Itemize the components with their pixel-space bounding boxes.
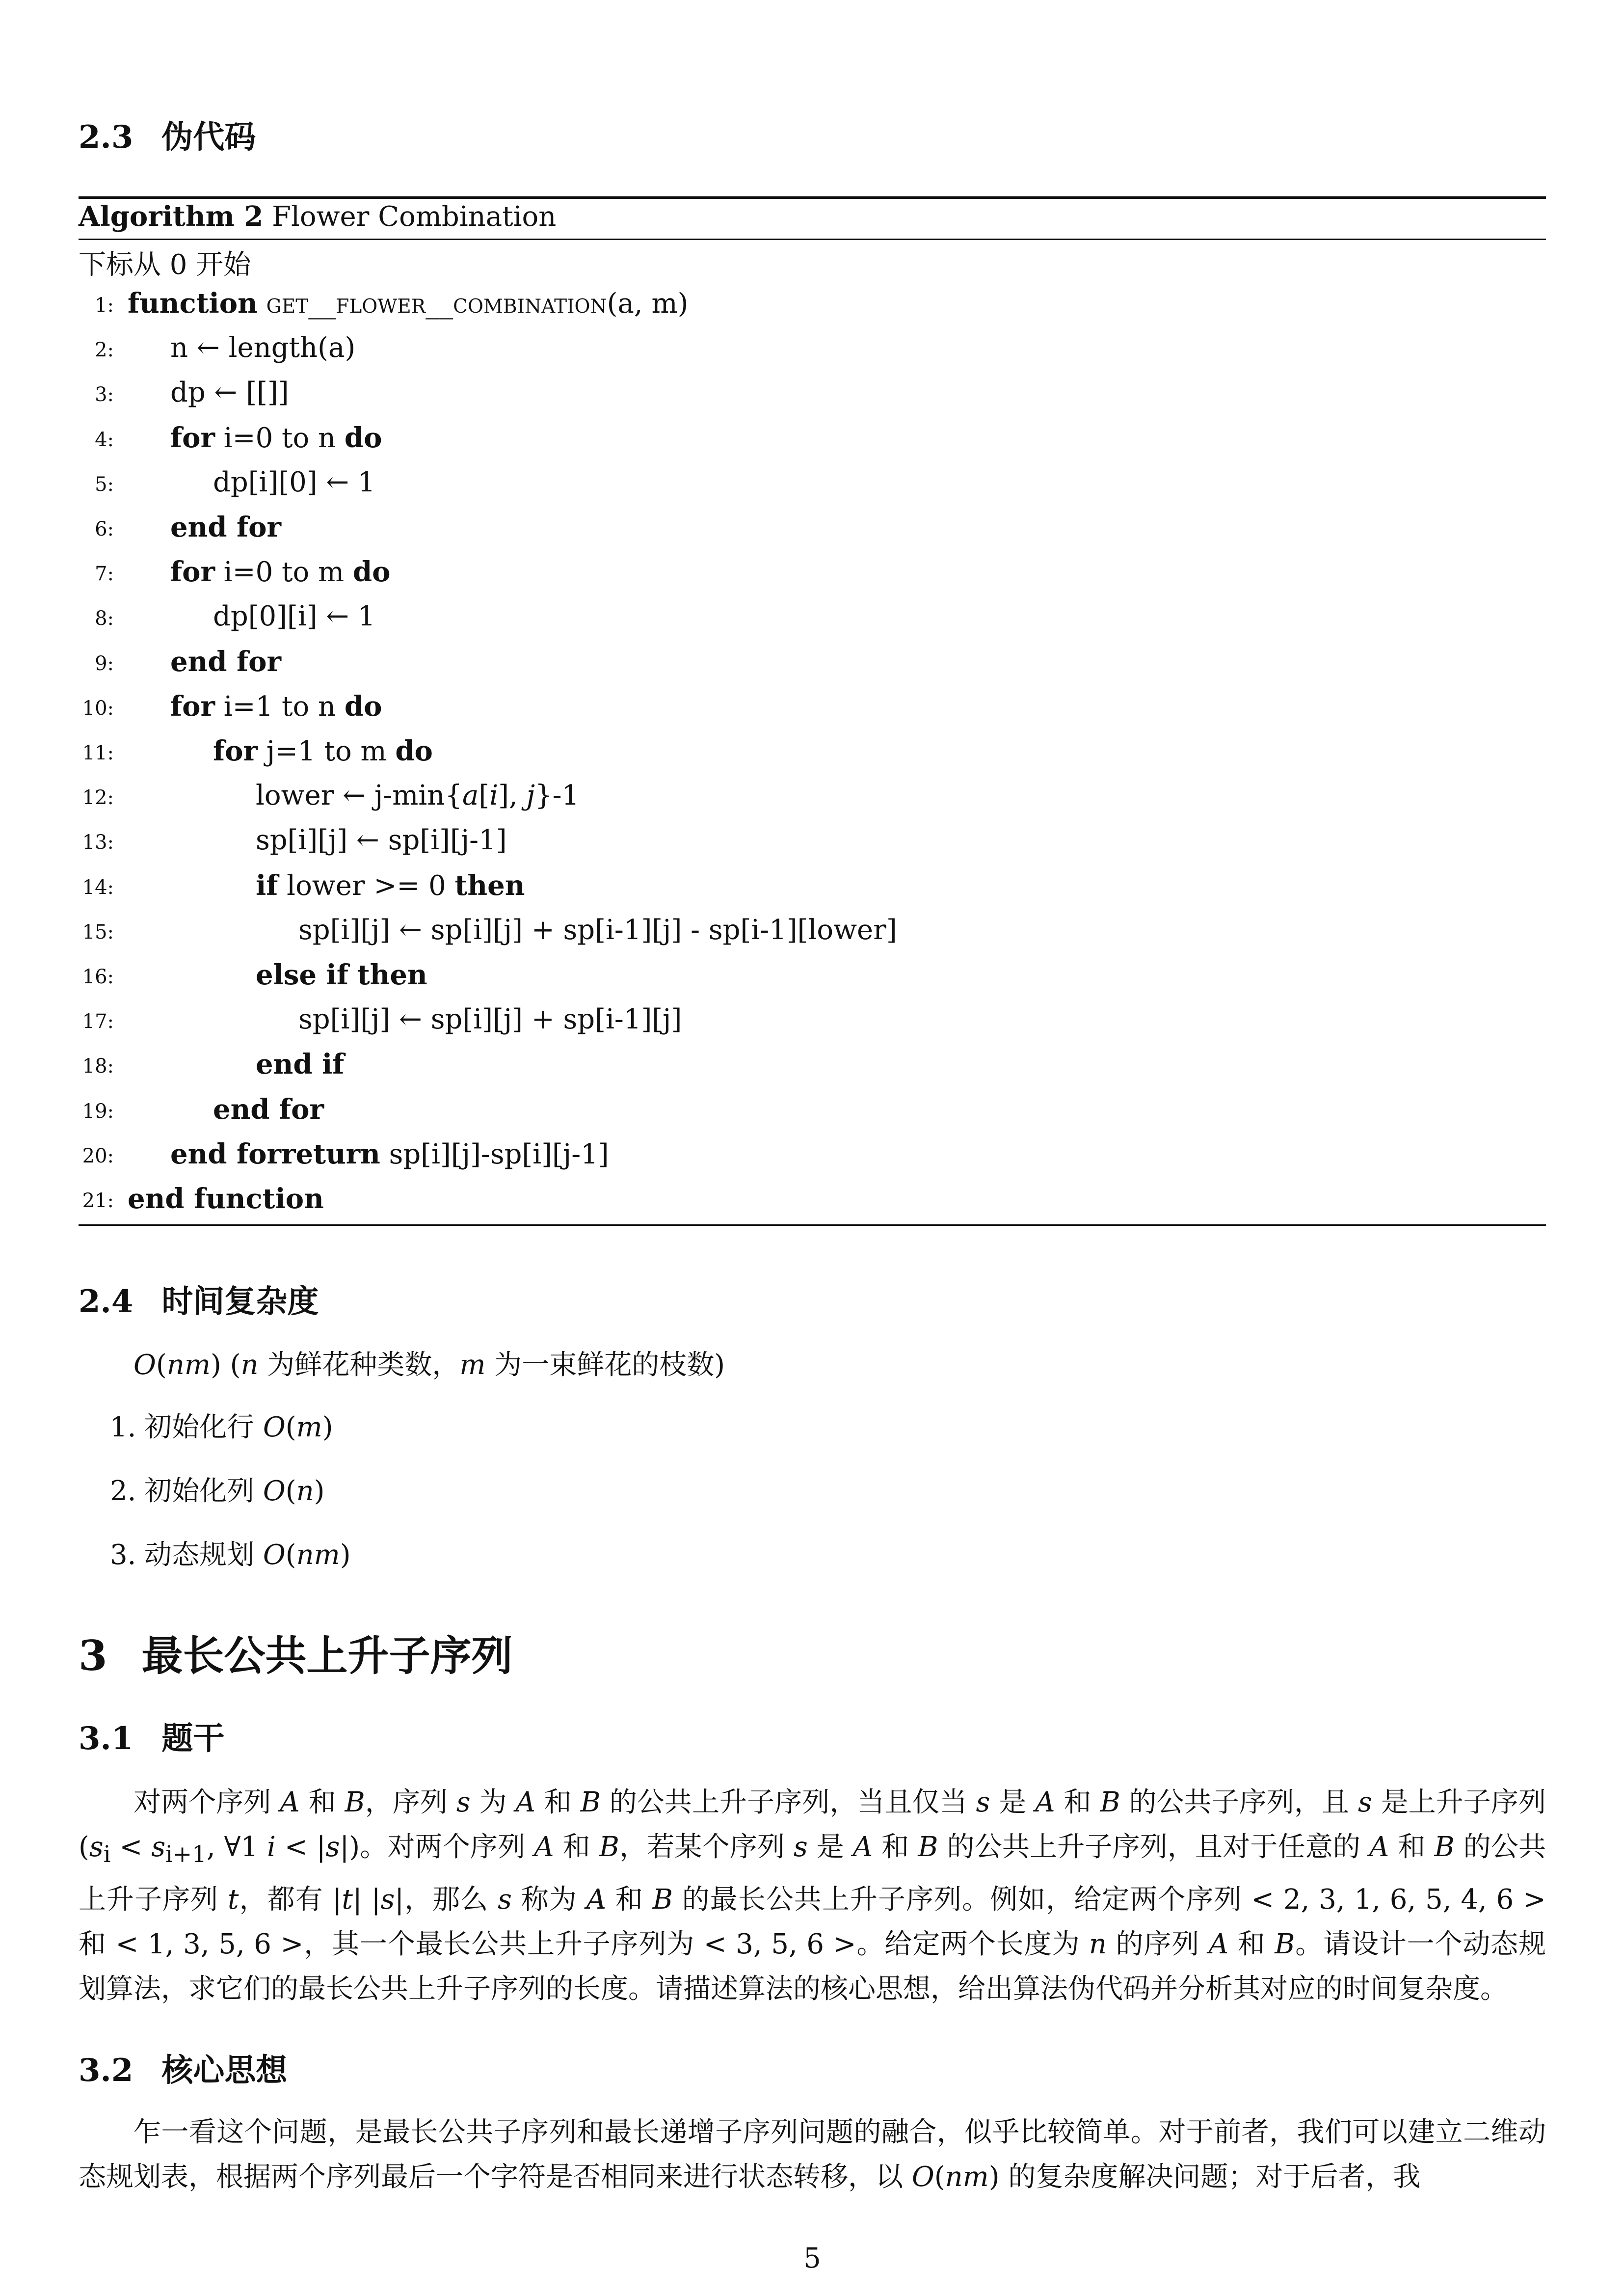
algorithm-line	[79, 1048, 1546, 1087]
line-code	[213, 735, 433, 767]
text-run: ，若某个序列	[619, 1831, 794, 1863]
text-run: 和	[1055, 1786, 1100, 1818]
text-run: , ∀1	[206, 1831, 267, 1863]
complexity-summary	[133, 1343, 725, 1382]
math-symbol: m	[296, 1411, 322, 1443]
text-run: 是上升子序列 (	[79, 1786, 1546, 1863]
line-number: 21:	[82, 1189, 114, 1212]
math-symbol: s	[325, 1831, 340, 1863]
line-number: 5:	[95, 473, 114, 496]
algorithm-line	[79, 824, 1546, 864]
line-code	[256, 824, 507, 856]
text-run: 动态规划	[144, 1539, 263, 1571]
math-symbol: O	[263, 1475, 286, 1507]
math-symbol: s	[151, 1831, 166, 1863]
text-run: 和	[606, 1884, 653, 1916]
text-run: 为	[470, 1786, 516, 1818]
math-symbol: t	[228, 1884, 239, 1916]
math-symbol: s	[1357, 1786, 1372, 1818]
text-run: ) 的复杂度解决问题；对于后者，我	[988, 2161, 1421, 2193]
math-symbol: O	[263, 1539, 286, 1571]
algorithm-line	[79, 959, 1546, 998]
line-number: 8:	[95, 607, 114, 630]
keyword: end for	[170, 645, 281, 678]
text-run: lower >= 0	[278, 869, 455, 902]
math-symbol: m	[459, 1349, 486, 1381]
text-run: 称为	[511, 1884, 586, 1916]
keyword: end function	[128, 1183, 324, 1215]
math-symbol: B	[918, 1831, 938, 1863]
text-run: (	[934, 2161, 945, 2193]
math-symbol: O	[133, 1349, 156, 1381]
line-number: 9:	[95, 652, 114, 675]
math-symbol: i	[489, 780, 499, 812]
section-title: 最长公共上升子序列	[141, 1631, 513, 1680]
keyword: if	[256, 869, 278, 902]
line-code	[170, 556, 390, 588]
text-run: sp[i][j] ← sp[i][j-1]	[256, 824, 507, 857]
math-symbol: i	[267, 1831, 276, 1863]
algorithm-bottom-rule	[79, 1224, 1546, 1226]
line-code	[213, 466, 375, 498]
algorithm-line	[79, 466, 1546, 506]
keyword: else if	[256, 959, 348, 991]
text-run: | |	[352, 1884, 381, 1916]
math-symbol: B	[1275, 1928, 1295, 1961]
algorithm-line	[79, 332, 1546, 371]
text-run: sp[i][j] ← sp[i][j] + sp[i-1][j] - sp[i-1][lower]	[298, 914, 897, 946]
algorithm-line	[79, 556, 1546, 595]
keyword: function	[128, 287, 258, 320]
text-run: dp ← [[]]	[170, 377, 289, 409]
algorithm-line	[79, 780, 1546, 819]
line-code	[170, 377, 289, 408]
line-number: 10:	[82, 697, 114, 720]
page-number: 5	[803, 2242, 821, 2274]
math-symbol: n	[296, 1475, 314, 1507]
math-symbol: j	[526, 780, 535, 812]
section-number: 2.3	[79, 119, 133, 156]
math-symbol: A	[1208, 1928, 1229, 1961]
algorithm-line	[79, 422, 1546, 461]
text-run: 对两个序列	[133, 1786, 280, 1818]
problem-statement-paragraph	[79, 1780, 1546, 2011]
math-symbol: B	[599, 1831, 619, 1863]
math-symbol: A	[280, 1786, 300, 1818]
text-run: )	[314, 1475, 325, 1507]
line-code	[128, 1183, 324, 1215]
text-run: 和	[299, 1786, 345, 1818]
math-symbol: A	[534, 1831, 554, 1863]
text-run: 的公共子序列，且	[1120, 1786, 1358, 1818]
line-code	[256, 780, 579, 811]
algorithm-line	[79, 511, 1546, 550]
line-code	[170, 332, 355, 364]
text-run: 是	[807, 1831, 853, 1863]
text-run: 和	[554, 1831, 599, 1863]
text-run: 为鲜花种类数，	[258, 1349, 460, 1381]
line-code	[256, 869, 525, 902]
math-symbol: s	[498, 1884, 512, 1916]
math-symbol: O	[911, 2161, 934, 2193]
line-code	[170, 422, 382, 454]
math-symbol: nm	[166, 1349, 211, 1381]
math-symbol: nm	[296, 1539, 340, 1571]
keyword: do	[352, 556, 391, 589]
math-symbol: n	[240, 1349, 259, 1381]
math-symbol: nm	[945, 2161, 989, 2193]
line-code	[298, 914, 897, 946]
algorithm-line	[79, 869, 1546, 909]
text-run: (a, m)	[607, 288, 689, 320]
section-3-1-heading	[79, 1713, 224, 1758]
text-run: |，那么	[395, 1884, 498, 1916]
math-symbol: A	[586, 1884, 607, 1916]
algorithm-name: Flower Combination	[272, 201, 557, 233]
text-run: ],	[498, 780, 527, 812]
text-run: sp[i][j] ← sp[i][j] + sp[i-1][j]	[298, 1003, 682, 1036]
keyword: then	[454, 869, 525, 902]
section-title: 时间复杂度	[161, 1283, 319, 1320]
text-run: 和	[535, 1786, 581, 1818]
line-number: 16:	[82, 966, 114, 988]
text-run: 。请设计一个动态规划算法，求它们的最长公共上升子序列的长度。请描述算法的核心思想，给出算法伪代码并分析其对应的时间复杂度。	[79, 1928, 1546, 2005]
algorithm-line	[79, 377, 1546, 416]
text-run: sp[i][j]-sp[i][j-1]	[380, 1138, 609, 1170]
keyword: end for	[170, 511, 281, 543]
algorithm-line	[79, 1138, 1546, 1177]
keyword: for	[170, 556, 215, 589]
line-number: 15:	[82, 920, 114, 944]
keyword: then	[357, 959, 427, 991]
line-code	[213, 1093, 324, 1126]
text-run: (	[285, 1475, 296, 1507]
math-symbol: A	[1035, 1786, 1055, 1818]
math-symbol: B	[580, 1786, 601, 1818]
text-run: (	[285, 1539, 296, 1571]
math-symbol: O	[263, 1411, 286, 1443]
text-run	[258, 288, 266, 320]
math-symbol: a	[462, 780, 479, 812]
line-code	[256, 1048, 344, 1080]
text-run: 和	[873, 1831, 918, 1863]
item-number: 2.	[110, 1475, 136, 1507]
algorithm-line	[79, 735, 1546, 774]
math-symbol: t	[342, 1884, 353, 1916]
text-run: j=1 to m	[257, 735, 396, 767]
keyword: for	[213, 735, 258, 767]
section-number: 3	[79, 1631, 107, 1680]
algorithm-line	[79, 1003, 1546, 1043]
text-run: <	[110, 1831, 152, 1863]
text-run: i=0 to n	[214, 422, 345, 454]
text-run: 和	[1228, 1928, 1275, 1961]
text-run: 的序列	[1106, 1928, 1209, 1961]
keyword: for	[170, 690, 215, 723]
line-code	[170, 690, 382, 723]
algorithm-line	[79, 600, 1546, 640]
text-run: 初始化列	[144, 1475, 263, 1507]
text-run: (	[285, 1411, 296, 1443]
algorithm-caption	[79, 200, 556, 233]
math-symbol: A	[852, 1831, 873, 1863]
math-symbol: A	[515, 1786, 535, 1818]
text-run: 的公共上升子序列，当且仅当	[600, 1786, 976, 1818]
math-symbol: s	[89, 1831, 104, 1863]
text-run: ，都有 |	[239, 1884, 342, 1916]
text-run: ) (	[210, 1349, 241, 1381]
line-code	[213, 600, 375, 632]
math-subscript: i+1	[165, 1841, 207, 1868]
math-symbol: s	[456, 1786, 471, 1818]
algorithm-line	[79, 1183, 1546, 1222]
text-run: )	[340, 1539, 351, 1571]
math-subscript: i	[103, 1841, 111, 1868]
text-run: 初始化行	[144, 1411, 263, 1443]
algorithm-note: 下标从 0 开始	[79, 249, 251, 281]
keyword: do	[344, 690, 382, 723]
text-run: dp[0][i] ← 1	[213, 600, 375, 633]
section-title: 伪代码	[161, 119, 256, 156]
line-number: 1:	[95, 294, 114, 317]
section-title: 题干	[161, 1720, 225, 1757]
section-2-4-heading	[79, 1276, 319, 1322]
text-run: 是	[990, 1786, 1036, 1818]
line-number: 3:	[95, 383, 114, 406]
line-code	[170, 1138, 609, 1170]
keyword: for	[170, 421, 215, 454]
math-symbol: B	[652, 1884, 673, 1916]
math-symbol: n	[1089, 1928, 1107, 1961]
algorithm-caption-rule	[79, 239, 1546, 240]
line-number: 19:	[82, 1100, 114, 1123]
paper-page	[79, 0, 1546, 2296]
text-run: }-1	[534, 780, 580, 812]
line-code	[128, 287, 688, 320]
algorithm-top-rule	[79, 196, 1546, 199]
text-run: 为一束鲜花的枝数)	[485, 1349, 725, 1381]
line-number: 13:	[82, 831, 114, 854]
text-run: 的公共上升子序列，且对于任意的	[938, 1831, 1369, 1863]
algorithm-line	[79, 1093, 1546, 1133]
line-number: 7:	[95, 563, 114, 586]
section-3-2-heading	[79, 2045, 287, 2090]
text-run: 的最长公共上升子序列。例如，给定两个序列 < 2, 3, 1, 6, 5, 4, 6 > 和 < 1, 3, 5, 6 >，其一个最长公共上升子序列为 < 3, 5, 6 >。给定两个长度为	[79, 1884, 1546, 1961]
core-idea-paragraph	[79, 2110, 1546, 2199]
algorithm-line	[79, 287, 1546, 326]
line-number: 4:	[95, 428, 114, 451]
math-symbol: s	[976, 1786, 990, 1818]
math-symbol: B	[1100, 1786, 1120, 1818]
algorithm-label: Algorithm 2	[79, 200, 264, 233]
math-symbol: B	[1434, 1831, 1455, 1863]
text-run: (	[156, 1349, 167, 1381]
line-number: 11:	[82, 742, 114, 764]
complexity-item	[110, 1533, 351, 1572]
section-2-3-heading	[79, 112, 256, 157]
function-name: get__flower__combination	[266, 288, 607, 320]
section-number: 2.4	[79, 1283, 133, 1320]
math-symbol: s	[380, 1884, 395, 1916]
complexity-item	[110, 1469, 325, 1509]
section-title: 核心思想	[161, 2052, 288, 2089]
line-number: 12:	[82, 786, 114, 810]
line-code	[256, 959, 427, 991]
text-run	[348, 959, 357, 991]
text-run: < |	[275, 1831, 326, 1863]
math-symbol: B	[345, 1786, 365, 1818]
item-number: 1.	[110, 1411, 136, 1443]
line-number: 6:	[95, 518, 114, 540]
line-code	[170, 511, 281, 543]
complexity-item	[110, 1405, 333, 1445]
section-number: 3.1	[79, 1720, 133, 1757]
text-run: i=0 to m	[214, 556, 353, 589]
math-symbol: s	[794, 1831, 808, 1863]
text-run: dp[i][0] ← 1	[213, 466, 375, 498]
section-number: 3.2	[79, 2052, 133, 2089]
item-number: 3.	[110, 1539, 136, 1571]
math-symbol: A	[1369, 1831, 1389, 1863]
line-number: 17:	[82, 1010, 114, 1033]
algorithm-line	[79, 646, 1546, 685]
text-run: 和	[1389, 1831, 1435, 1863]
keyword: do	[395, 735, 433, 767]
section-3-heading	[79, 1623, 512, 1682]
text-run: 乍一看这个问题，是最长公共子序列和最长递增子序列问题的融合，似乎比较简单。对于前者，我们可以建立二维动态规划表，根据两个序列最后一个字符是否相同来进行状态转移，以	[79, 2116, 1546, 2193]
text-run: 的公共上升子序列	[79, 1831, 1546, 1916]
keyword: end if	[256, 1048, 345, 1081]
text-run: )	[322, 1411, 333, 1443]
line-number: 18:	[82, 1055, 114, 1078]
text-run: lower ← j-min{	[256, 780, 462, 812]
text-run: n ← length(a)	[170, 332, 356, 364]
line-code	[170, 646, 281, 678]
text-run: [	[479, 780, 490, 812]
line-code	[298, 1003, 682, 1035]
line-number: 20:	[82, 1144, 114, 1167]
algorithm-line	[79, 914, 1546, 953]
text-run: ，序列	[365, 1786, 456, 1818]
line-number: 2:	[95, 339, 114, 362]
keyword: do	[344, 421, 382, 454]
keyword: end forreturn	[170, 1137, 380, 1170]
text-run: i=1 to n	[214, 690, 345, 723]
line-number: 14:	[82, 876, 114, 899]
keyword: end for	[213, 1093, 324, 1126]
text-run: |)。对两个序列	[340, 1831, 534, 1863]
algorithm-line	[79, 690, 1546, 729]
